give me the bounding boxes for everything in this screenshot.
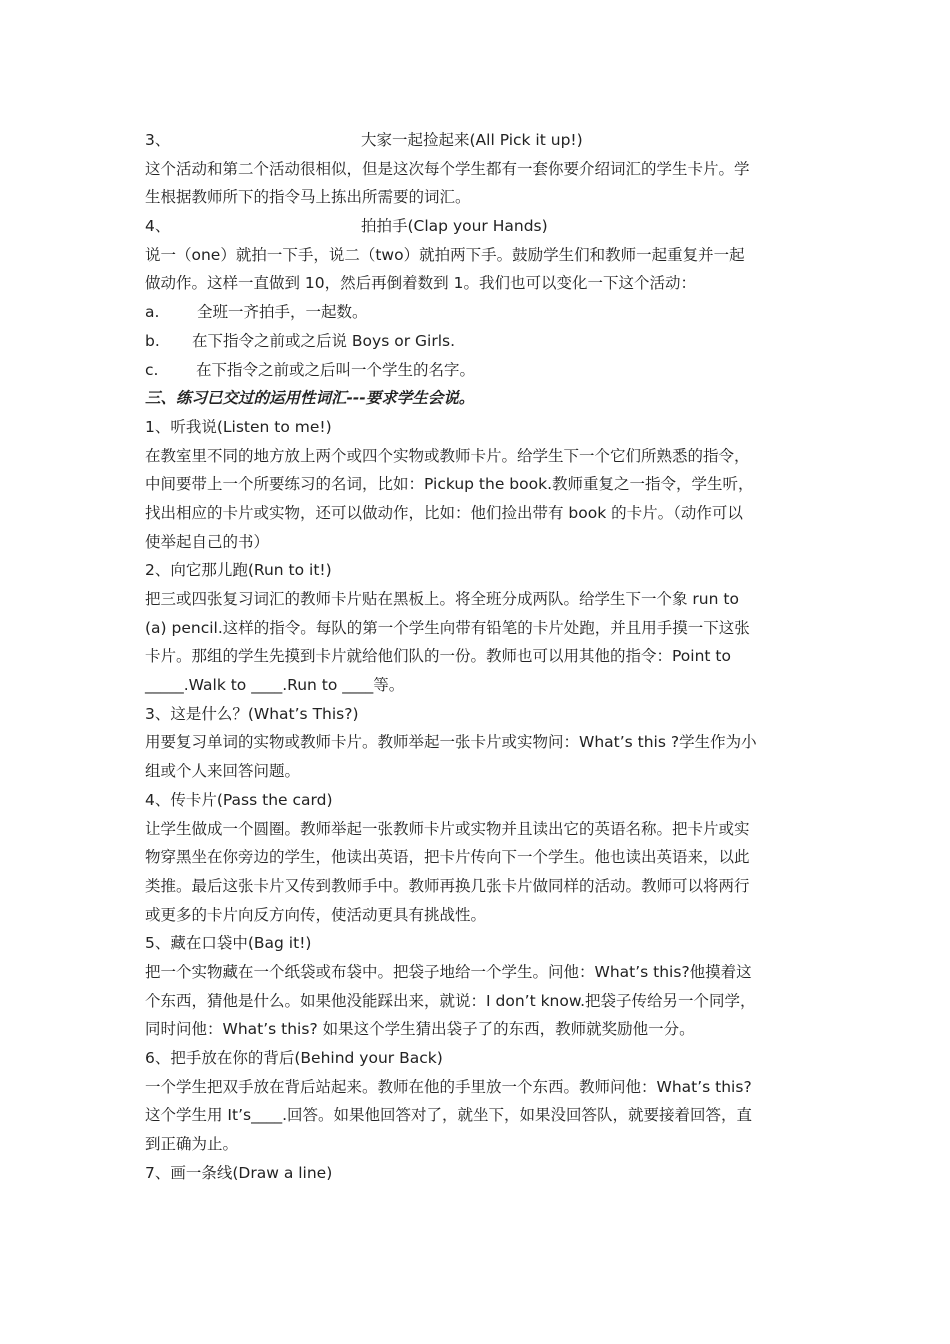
section-3-heading: 三、练习已交过的运用性词汇---要求学生会说。 xyxy=(145,389,475,408)
activity-4-title: 4、传卡片(Pass the card) xyxy=(145,790,333,809)
paragraph-line: 说一（one）就拍一下手，说二（two）就拍两下手。鼓励学生们和教师一起重复并一起 xyxy=(145,245,745,264)
variation-a xyxy=(145,298,815,327)
paragraph-line: 物穿黑坐在你旁边的学生，他读出英语，把卡片传向下一个学生。他也读出英语来，以此 xyxy=(145,848,750,867)
paragraph-line: 类推。最后这张卡片又传到教师手中。教师再换几张卡片做同样的活动。教师可以将两行 xyxy=(145,876,750,895)
paragraph-line: 让学生做成一个圆圈。教师举起一张教师卡片或实物并且读出它的英语名称。把卡片或实 xyxy=(145,819,750,838)
document-body xyxy=(145,126,815,1187)
paragraph-line: 把一个实物藏在一个纸袋或布袋中。把袋子地给一个学生。问他：What’s this?他摸着这 xyxy=(145,962,752,981)
paragraph-line: 在教室里不同的地方放上两个或四个实物或教师卡片。给学生下一个它们所熟悉的指令， xyxy=(145,446,750,465)
paragraph-line: 用要复习单词的实物或教师卡片。教师举起一张卡片或实物问：What’s this ?学生作为小 xyxy=(145,733,757,752)
item-number: 3、 xyxy=(145,131,171,149)
paragraph-line: 个东西，猜他是什么。如果他没能踩出来，就说：I don’t know.把袋子传给另一个同学， xyxy=(145,991,756,1010)
variation-letter: c. xyxy=(145,360,159,379)
paragraph-line: 一个学生把双手放在背后站起来。教师在他的手里放一个东西。教师问他：What’s this? xyxy=(145,1077,752,1096)
paragraph-line: 这个学生用 It’s____.回答。如果他回答对了，就坐下，如果没回答队，就要接着回答，直 xyxy=(145,1106,753,1125)
paragraph-line: 组或个人来回答问题。 xyxy=(145,762,301,781)
variation-letter: b. xyxy=(145,331,160,350)
variation-letter: a. xyxy=(145,303,160,322)
activity-2-title: 2、向它那儿跑(Run to it!) xyxy=(145,561,332,580)
variation-b xyxy=(145,327,815,356)
paragraph-line: 做动作。这样一直做到 10，然后再倒着数到 1。我们也可以变化一下这个活动： xyxy=(145,274,696,293)
item-title: 大家一起捡起来(All Pick it up!) xyxy=(361,131,583,149)
paragraph-line: 生根据教师所下的指令马上拣出所需要的词汇。 xyxy=(145,188,471,207)
variation-text: 全班一齐拍手，一起数。 xyxy=(197,303,368,322)
paragraph-line: 中间要带上一个所要练习的名词，比如：Pickup the book.教师重复之一指令，学生听， xyxy=(145,475,754,494)
variation-text: 在下指令之前或之后说 Boys or Girls. xyxy=(192,331,456,350)
paragraph-line: (a) pencil.这样的指令。每队的第一个学生向带有铅笔的卡片处跑，并且用手摸一下这张 xyxy=(145,618,750,637)
activity-7-title: 7、画一条线(Draw a line) xyxy=(145,1163,333,1182)
item-title: 拍拍手(Clap your Hands) xyxy=(361,217,548,236)
activity-5-title: 5、藏在口袋中(Bag it!) xyxy=(145,934,312,953)
paragraph-line: 或更多的卡片向反方向传，使活动更具有挑战性。 xyxy=(145,905,487,924)
variation-text: 在下指令之前或之后叫一个学生的名字。 xyxy=(196,360,476,379)
paragraph-line: 使举起自己的书） xyxy=(145,532,270,551)
paragraph-line: 卡片。那组的学生先摸到卡片就给他们队的一份。教师也可以用其他的指令：Point to xyxy=(145,647,731,666)
paragraph-line: 找出相应的卡片或实物，还可以做动作，比如：他们捡出带有 book 的卡片。（动作可以 xyxy=(145,503,743,522)
paragraph-line: _____.Walk to ____.Run to ____等。 xyxy=(145,676,405,695)
item-4-heading xyxy=(145,212,815,241)
item-3-heading xyxy=(145,126,815,155)
activity-6-title: 6、把手放在你的背后(Behind your Back) xyxy=(145,1049,443,1067)
paragraph-line: 到正确为止。 xyxy=(145,1135,239,1154)
paragraph-line: 同时问他：What’s this? 如果这个学生猜出袋子了的东西，教师就奖励他一分。 xyxy=(145,1020,695,1039)
activity-3-title: 3、这是什么？(What’s This?) xyxy=(145,704,359,723)
variation-c xyxy=(145,356,815,385)
paragraph-line: 这个活动和第二个活动很相似，但是这次每个学生都有一套你要介绍词汇的学生卡片。学 xyxy=(145,159,750,178)
activity-1-title: 1、听我说(Listen to me!) xyxy=(145,417,332,436)
item-number: 4、 xyxy=(145,217,171,236)
paragraph-line: 把三或四张复习词汇的教师卡片贴在黑板上。将全班分成两队。给学生下一个象 run to xyxy=(145,590,739,608)
